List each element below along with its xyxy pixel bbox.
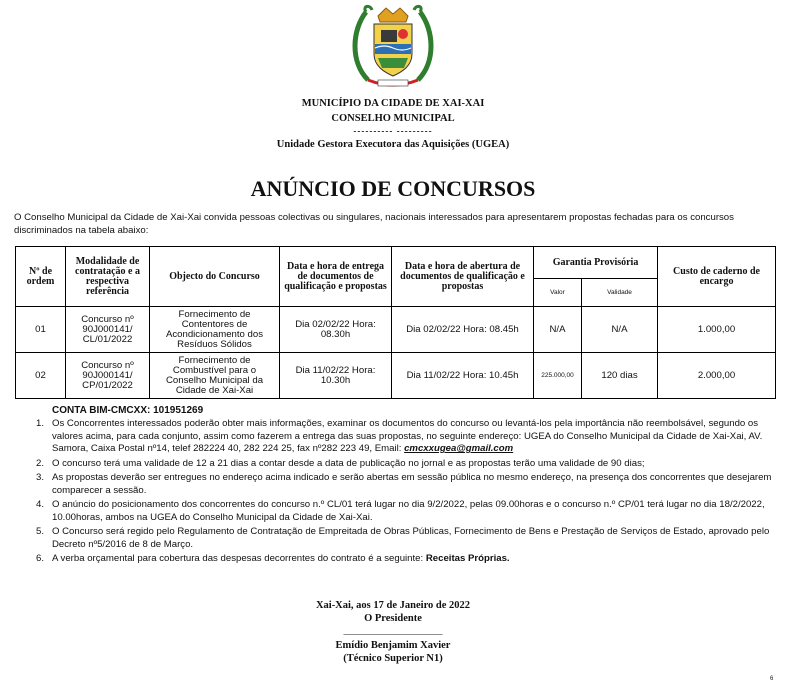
row-cost: 2.000,00 xyxy=(658,353,776,399)
row-object: Fornecimento de Contentores de Acondicionamento dos Resíduos Sólidos xyxy=(150,307,280,353)
header-order: Nº de ordem xyxy=(16,247,66,307)
header-value: Valor xyxy=(534,279,582,307)
row-opening: Dia 11/02/22 Hora: 10.45h xyxy=(392,353,534,399)
item-text: O Concurso será regido pelo Regulamento de Contratação de Empreitada de Obras Públicas, Fornecimento de Bens e Prestação de Serviços de Estado, aprovado pelo Decreto nº5/2016 de 8 de Março. xyxy=(52,526,770,550)
list-item xyxy=(14,472,774,497)
item-number: 6. xyxy=(36,553,45,564)
ugea-name: Unidade Gestora Executora das Aquisições (UGEA) xyxy=(276,139,510,150)
conditions-list xyxy=(14,418,774,568)
item-number: 4. xyxy=(36,499,45,510)
bank-account: CONTA BIM-CMCXX: 101951269 xyxy=(52,405,204,416)
item-bold-text: Receitas Próprias. xyxy=(425,553,510,564)
tenders-table xyxy=(15,246,776,399)
email-link[interactable]: cmcxxugea@gmail.com xyxy=(404,443,514,454)
table-row xyxy=(16,353,776,399)
page-title: ANÚNCIO DE CONCURSOS xyxy=(250,176,536,201)
header-opening: Data e hora de abertura de documentos de qualificação e propostas xyxy=(392,247,534,307)
row-object: Fornecimento de Combustível para o Conselho Municipal da Cidade de Xai-Xai xyxy=(150,353,280,399)
row-cost: 1.000,00 xyxy=(658,307,776,353)
item-number: 3. xyxy=(36,472,45,483)
item-number: 1. xyxy=(36,418,45,429)
signer-role: O Presidente xyxy=(364,613,422,624)
council-name: CONSELHO MUNICIPAL xyxy=(331,113,455,124)
row-modality: Concurso nº 90J000141/ CP/01/2022 xyxy=(66,353,150,399)
item-text: A verba orçamental para cobertura das despesas decorrentes do contrato é a seguinte: xyxy=(52,553,426,564)
list-item xyxy=(14,553,774,566)
row-order: 01 xyxy=(16,307,66,353)
item-number: 2. xyxy=(36,457,45,469)
header-delivery: Data e hora de entrega de documentos de qualificação e propostas xyxy=(280,247,392,307)
signature-line: ______________________ xyxy=(343,626,443,636)
row-delivery: Dia 11/02/22 Hora: 10.30h xyxy=(280,353,392,399)
row-order: 02 xyxy=(16,353,66,399)
table-row xyxy=(16,307,776,353)
place-date: Xai-Xai, aos 17 de Janeiro de 2022 xyxy=(315,600,471,611)
item-text: Os Concorrentes interessados poderão obter mais informações, examinar os documentos do concurso ou levantá-los pela importância não reembolsável, segundo os valores acima, para cada conjunto, assim como fazerem a entrega das suas propostas, no seguinte endereço: UGEA do Conselho Municipal da Cidade de Xai-Xai, AV. Samora, Caixa Postal nº14, telef 282224 40, 282 224 25, fax nº282 223 49, Email: xyxy=(52,418,763,454)
list-item xyxy=(14,499,774,524)
list-item xyxy=(14,458,774,471)
row-delivery: Dia 02/02/22 Hora: 08.30h xyxy=(280,307,392,353)
item-text: As propostas deverão ser entregues no endereço acima indicado e serão abertas em sessão pública no mesmo endereço, na presença dos concorrentes que desejarem comparecer a sessão. xyxy=(52,472,772,496)
header-modality: Modalidade de contratação e a respectiva referência xyxy=(66,247,150,307)
item-text: O concurso terá uma validade de 12 a 21 dias a contar desde a data de publicação no jornal e as propostas terão uma validade de 90 dias; xyxy=(52,457,645,469)
list-item xyxy=(14,526,774,551)
row-validity: N/A xyxy=(582,307,658,353)
item-number: 5. xyxy=(36,526,45,537)
row-value: 225.000,00 xyxy=(534,353,582,399)
header-guarantee: Garantia Provisória xyxy=(534,247,658,279)
item-text: O anúncio do posicionamento dos concorrentes do concurso n.º CL/01 terá lugar no dia 9/2/2022, pelas 09.00horas e o concurso n.º CP/01 terá lugar no dia 18/2/2022, 10.00horas, ambos na UGEA do Conselho Municipal da Cidade de Xai-Xai. xyxy=(52,499,765,523)
row-opening: Dia 02/02/22 Hora: 08.45h xyxy=(392,307,534,353)
municipality-name: MUNICÍPIO DA CIDADE DE XAI-XAI xyxy=(301,98,485,109)
row-validity: 120 dias xyxy=(582,353,658,399)
row-value: N/A xyxy=(534,307,582,353)
signer-position: (Técnico Superior N1) xyxy=(343,653,443,664)
municipal-emblem xyxy=(348,2,438,92)
list-item xyxy=(14,418,774,456)
page-number: 6 xyxy=(770,676,774,682)
intro-paragraph: O Conselho Municipal da Cidade de Xai-Xai convida pessoas colectivas ou singulares, nacionais interessados para apresentarem propostas fechadas para os concursos discriminados na tabela abaixo: xyxy=(14,212,734,236)
row-modality: Concurso nº 90J000141/ CL/01/2022 xyxy=(66,307,150,353)
header-separator: ---------- --------- xyxy=(353,126,433,136)
signer-name: Emídio Benjamim Xavier xyxy=(335,640,451,651)
header-object: Objecto do Concurso xyxy=(150,247,280,307)
header-validity: Validade xyxy=(582,279,658,307)
header-cost: Custo de caderno de encargo xyxy=(658,247,776,307)
